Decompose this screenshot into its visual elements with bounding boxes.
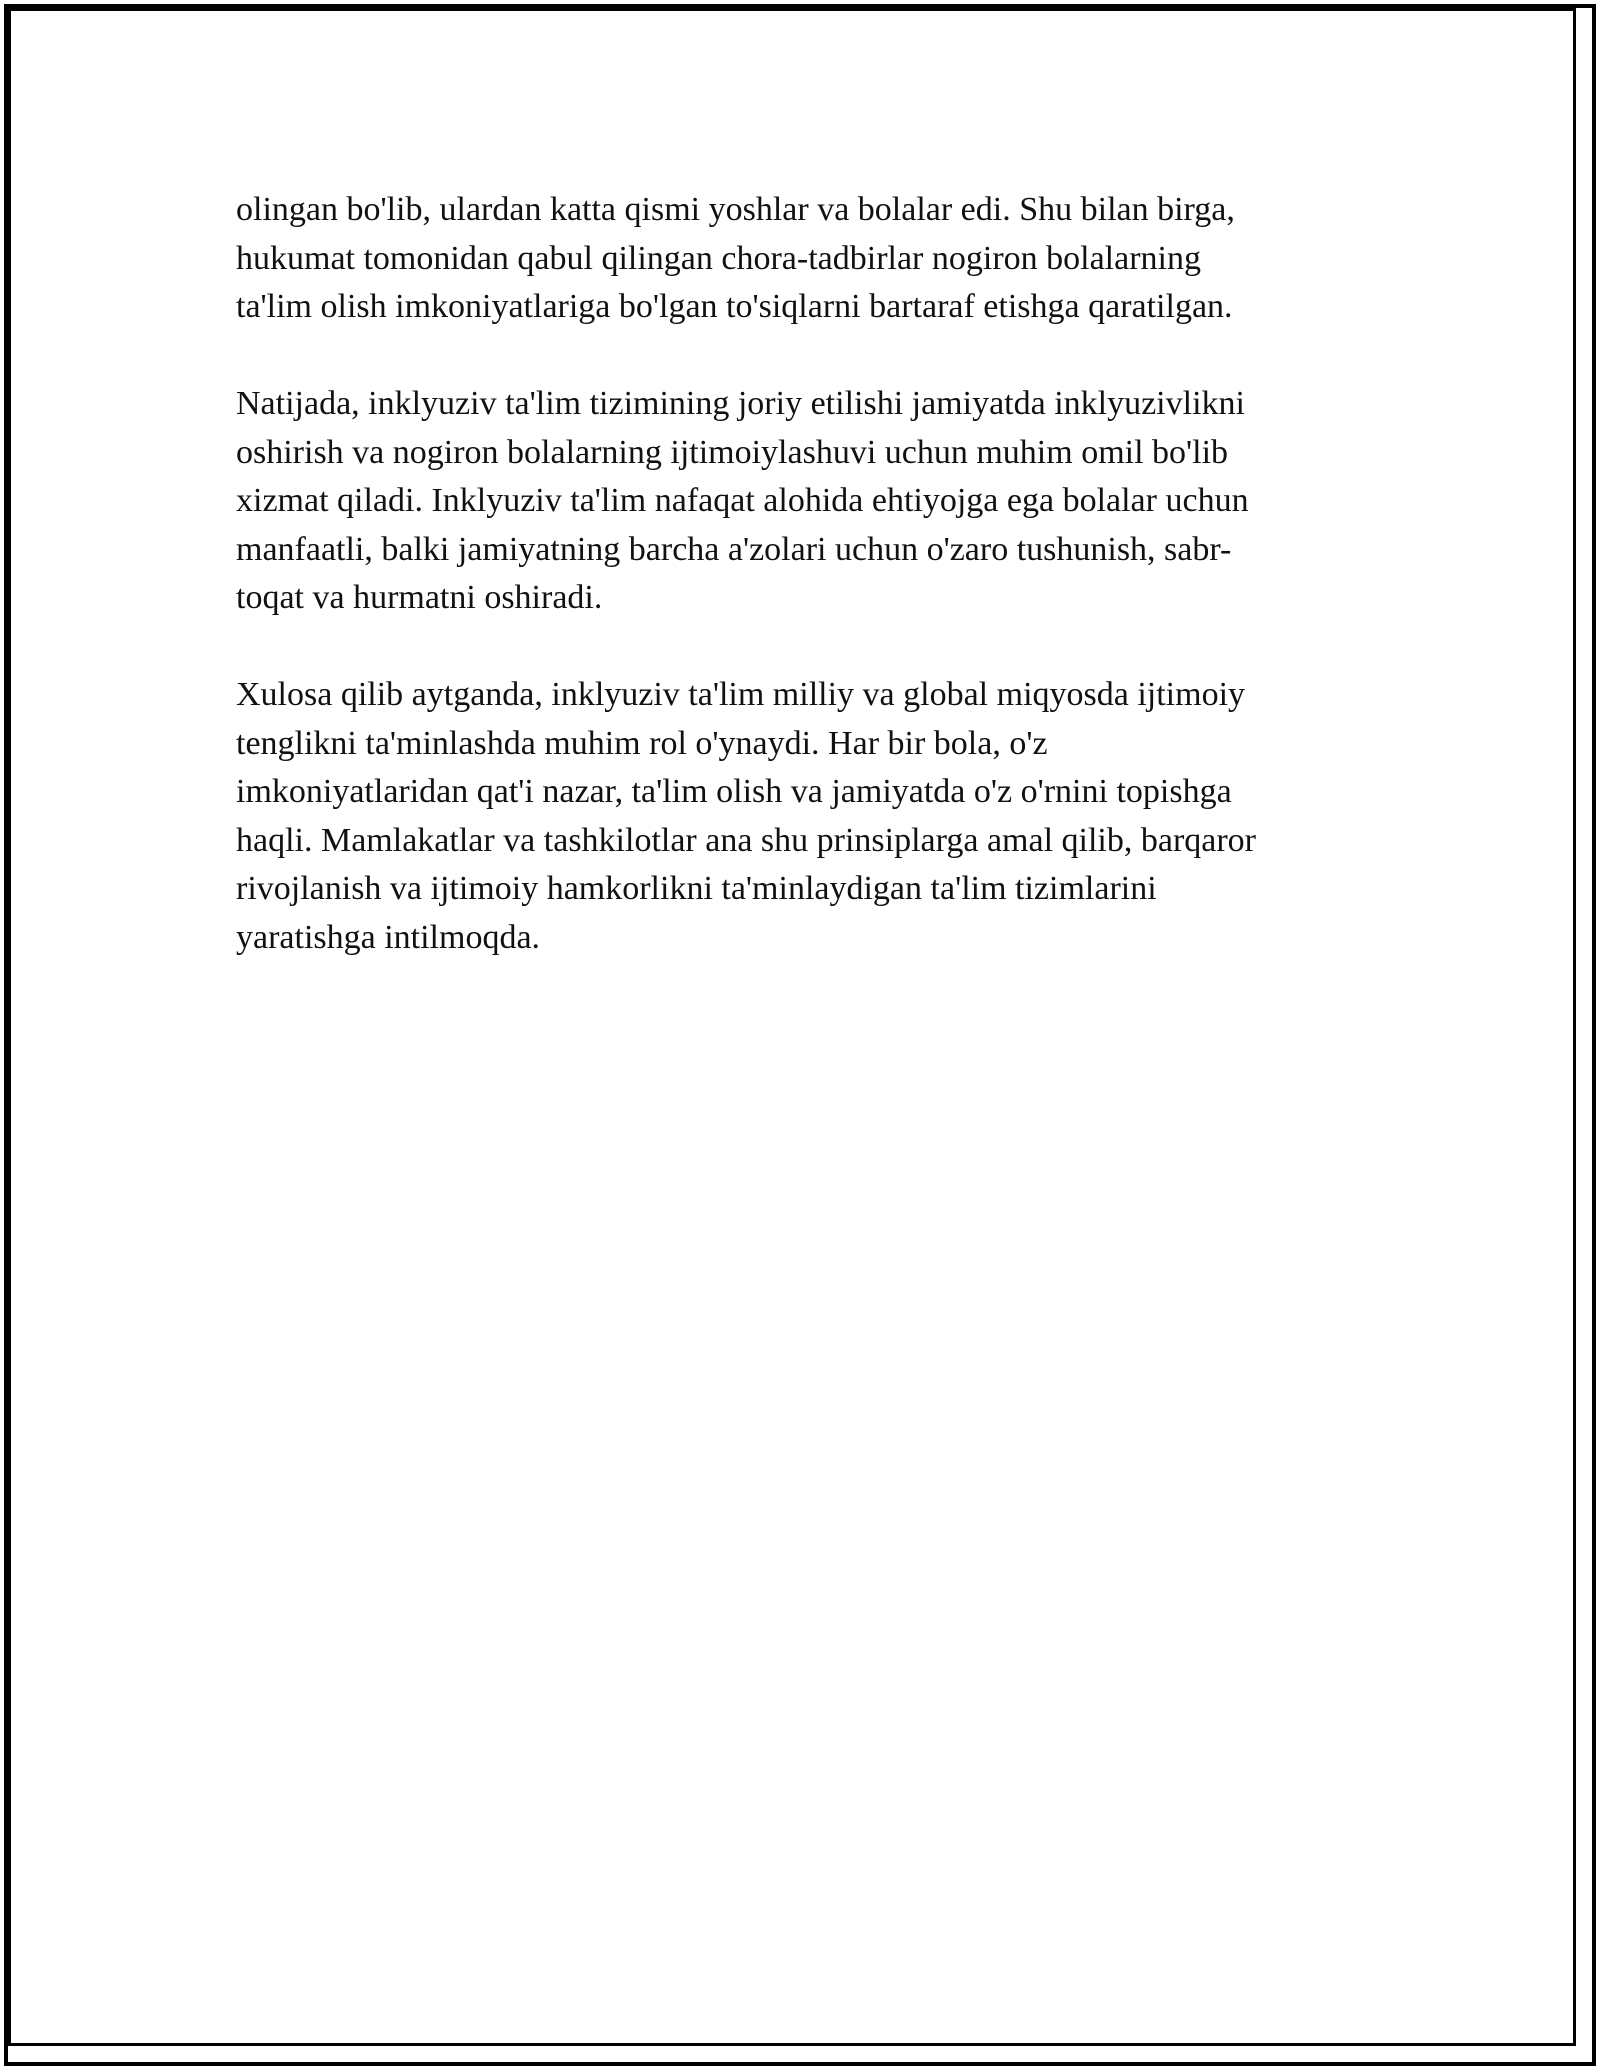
text-line: oshirish va nogiron bolalarning ijtimoiylashuvi uchun muhim omil bo'lib — [236, 433, 1229, 471]
text-line: haqli. Mamlakatlar va tashkilotlar ana shu prinsiplarga amal qilib, barqaror — [236, 821, 1256, 859]
paragraph-2 — [236, 380, 1376, 623]
text-line: tenglikni ta'minlashda muhim rol o'ynaydi. Har bir bola, o'z — [236, 724, 1048, 762]
text-line: Natijada, inklyuziv ta'lim tizimining joriy etilishi jamiyatda inklyuzivlikni — [236, 385, 1245, 422]
text-line: imkoniyatlaridan qat'i nazar, ta'lim olish va jamiyatda o'z o'rnini topishga — [236, 773, 1232, 810]
text-line: Xulosa qilib aytganda, inklyuziv ta'lim milliy va global miqyosda ijtimoiy — [236, 676, 1246, 713]
text-line: olingan bo'lib, ulardan katta qismi yoshlar va bolalar edi. Shu bilan birga, — [236, 191, 1235, 228]
text-line: manfaatli, balki jamiyatning barcha a'zolari uchun o'zaro tushunish, sabr- — [236, 530, 1232, 568]
text-line: hukumat tomonidan qabul qilingan chora-tadbirlar nogiron bolalarning — [236, 239, 1201, 277]
document-body — [236, 186, 1376, 1011]
text-line: rivojlanish va ijtimoiy hamkorlikni ta'minlaydigan ta'lim tizimlarini — [236, 870, 1157, 907]
text-line: yaratishga intilmoqda. — [236, 918, 541, 956]
text-line: toqat va hurmatni oshiradi. — [236, 579, 603, 616]
text-line: ta'lim olish imkoniyatlariga bo'lgan to'siqlarni bartaraf etishga qaratilgan. — [236, 288, 1233, 325]
paragraph-1 — [236, 186, 1376, 332]
paragraph-3 — [236, 671, 1376, 962]
text-line: xizmat qiladi. Inklyuziv ta'lim nafaqat alohida ehtiyojga ega bolalar uchun — [236, 482, 1249, 519]
